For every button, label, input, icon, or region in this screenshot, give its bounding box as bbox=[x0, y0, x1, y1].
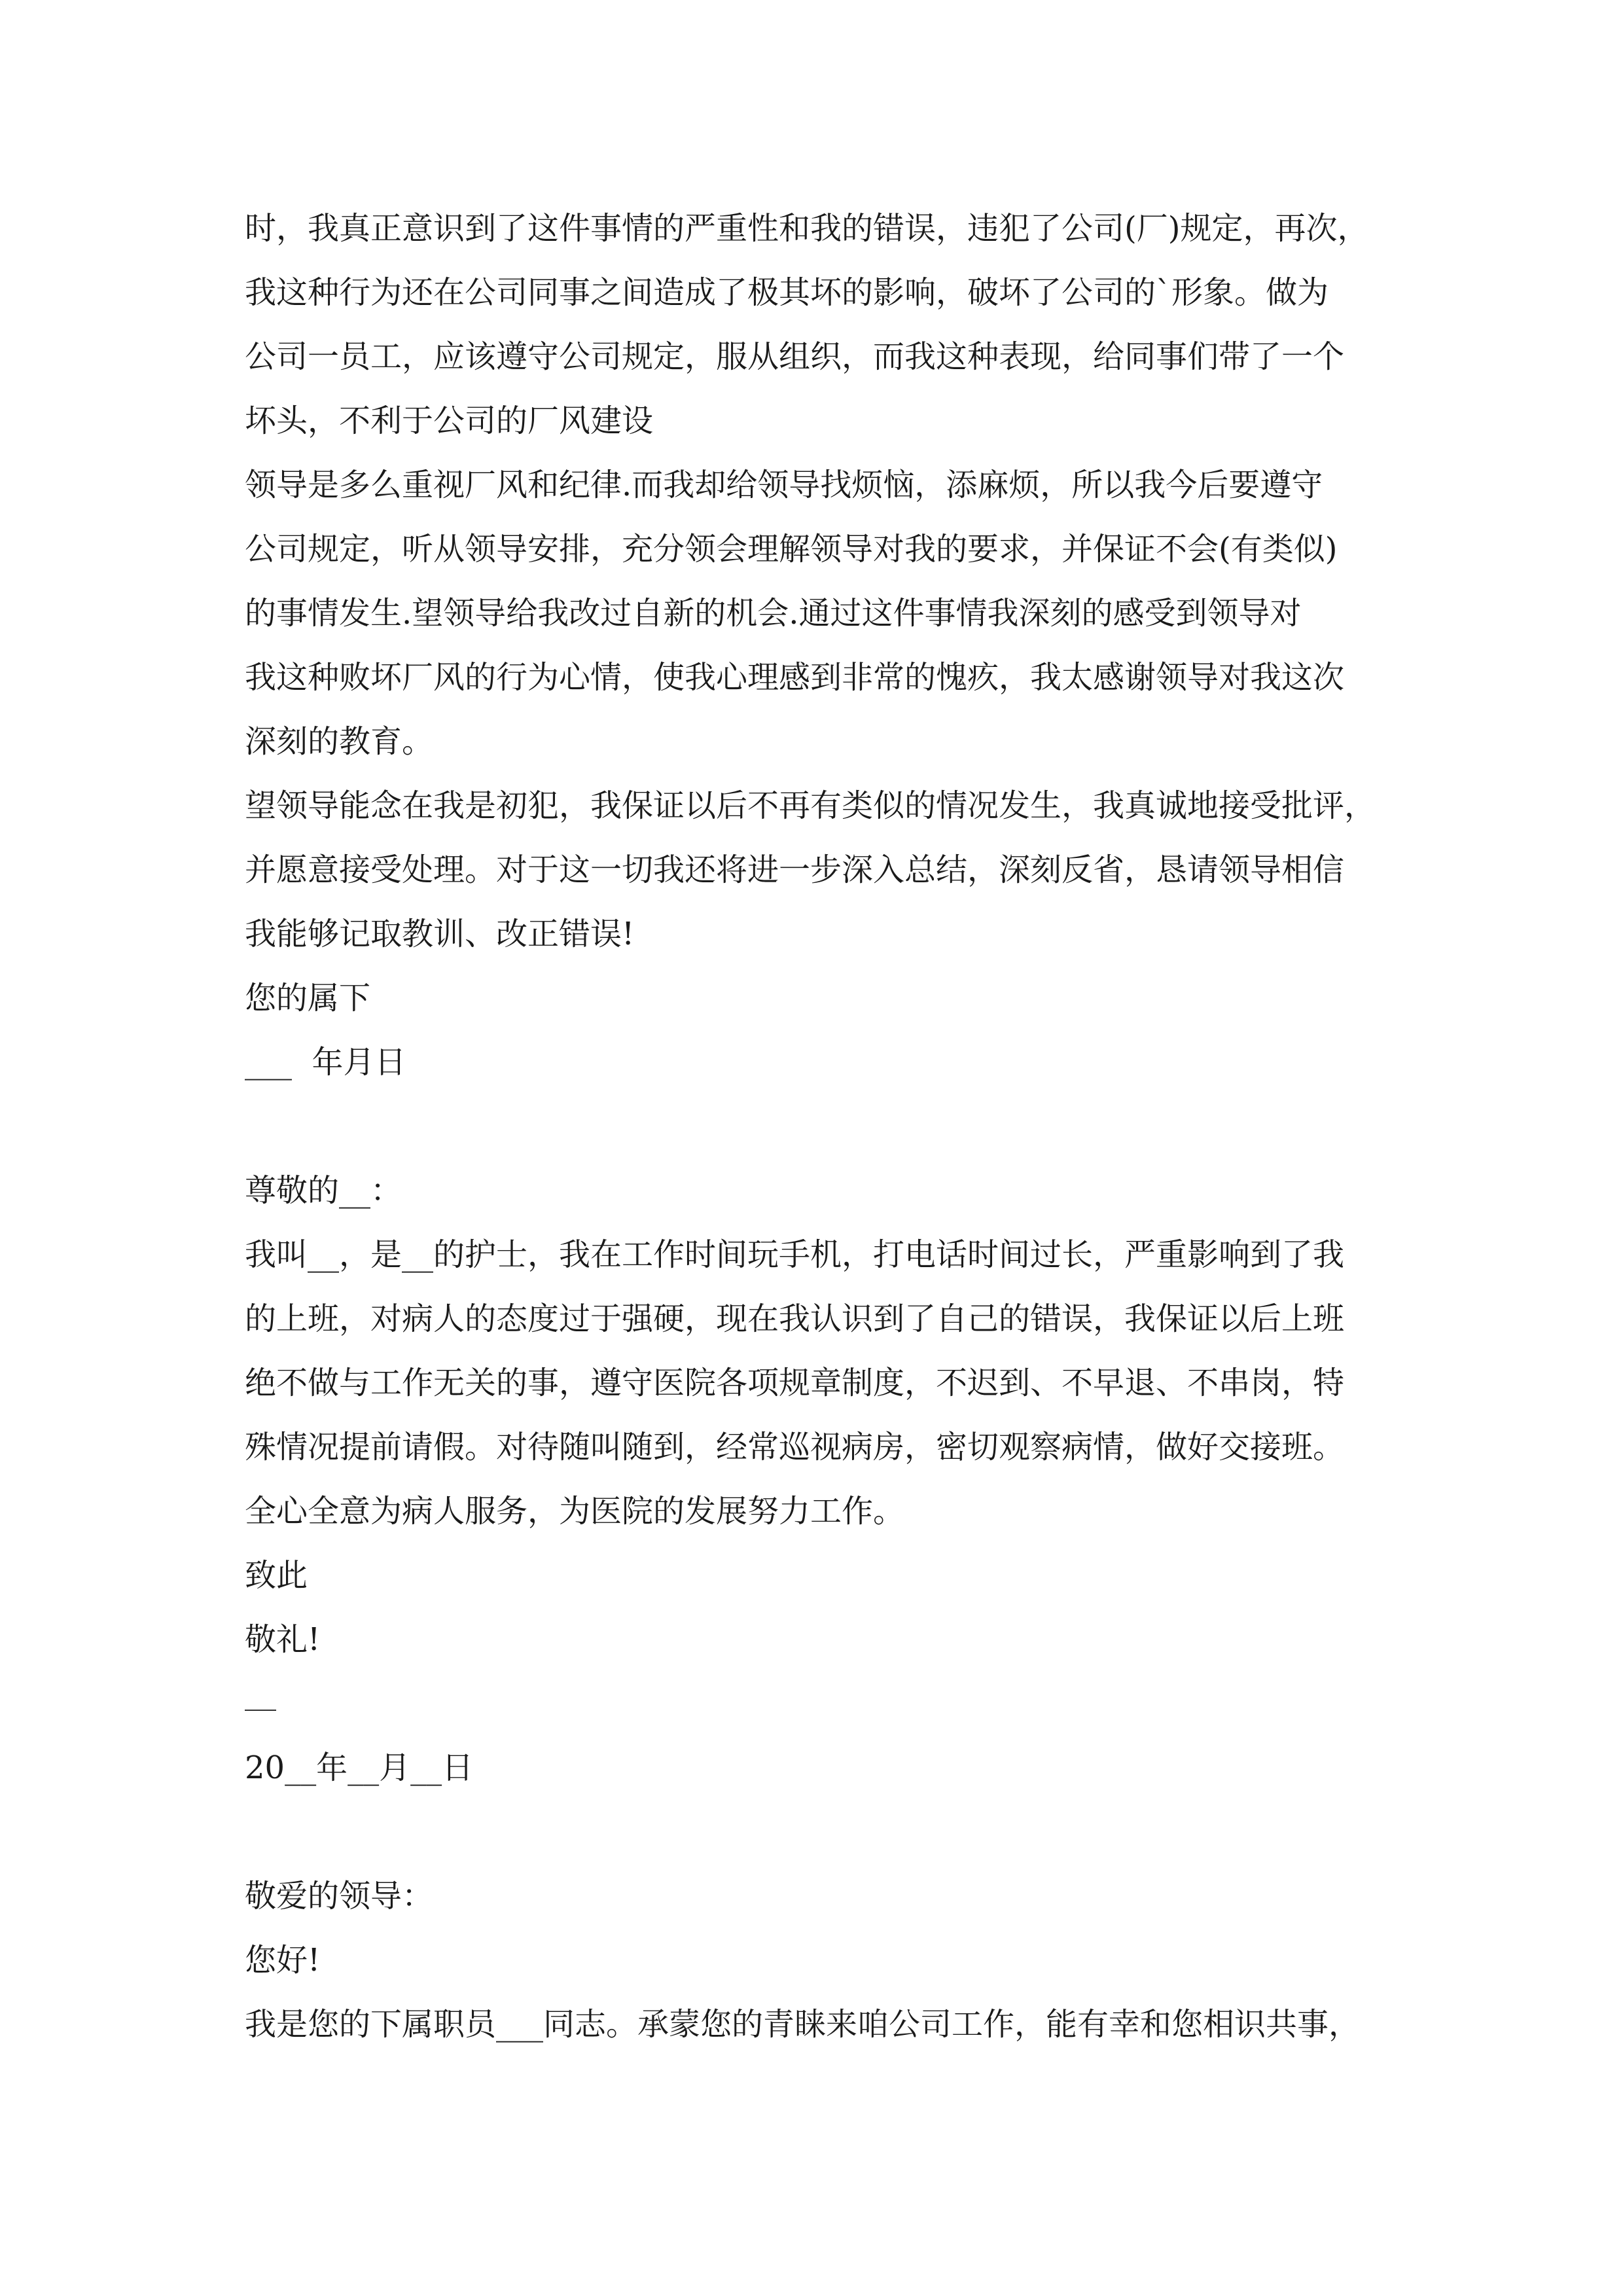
paragraph-line: 坏头，不利于公司的厂风建设 bbox=[245, 403, 654, 439]
spacer bbox=[245, 1094, 1416, 1158]
paragraph-line: 并愿意接受处理。对于这一切我还将进一步深入总结，深刻反省，恳请领导相信 bbox=[245, 852, 1345, 888]
paragraph-line: 公司规定，听从领导安排，充分领会理解领导对我的要求，并保证不会(有类似) bbox=[245, 531, 1338, 567]
paragraph-line: 公司一员工，应该遵守公司规定，服从组织，而我这种表现，给同事们带了一个 bbox=[245, 338, 1345, 375]
paragraph-line: 我是您的下属职员___同志。承蒙您的青睐来咱公司工作，能有幸和您相识共事， bbox=[245, 2006, 1361, 2043]
paragraph-line: 望领导能念在我是初犯，我保证以后不再有类似的情况发生，我真诚地接受批评， bbox=[245, 787, 1376, 824]
paragraph-line: 深刻的教育。 bbox=[245, 723, 434, 760]
paragraph-line: 我这种行为还在公司同事之间造成了极其坏的影响，破坏了公司的`形象。做为 bbox=[245, 274, 1329, 311]
paragraph-line: 我这种败坏厂风的行为心情，使我心理感到非常的愧疚，我太感谢领导对我这次 bbox=[245, 659, 1345, 696]
paragraph-line: 殊情况提前请假。对待随叫随到，经常巡视病房，密切观察病情，做好交接班。 bbox=[245, 1429, 1345, 1465]
paragraph-line: 我叫__，是__的护士，我在工作时间玩手机，打电话时间过长，严重影响到了我 bbox=[245, 1236, 1345, 1273]
letter-1 bbox=[245, 196, 1416, 1094]
paragraph-line: 的上班，对病人的态度过于强硬，现在我认识到了自己的错误，我保证以后上班 bbox=[245, 1300, 1345, 1337]
date-line: 20__年__月__日 bbox=[245, 1749, 474, 1786]
date-line: ___ 年月日 bbox=[245, 1044, 406, 1081]
paragraph-line: 领导是多么重视厂风和纪律.而我却给领导找烦恼，添麻烦，所以我今后要遵守 bbox=[245, 467, 1323, 503]
greeting: 您好! bbox=[245, 1942, 321, 1979]
paragraph-line: 绝不做与工作无关的事，遵守医院各项规章制度，不迟到、不早退、不串岗，特 bbox=[245, 1365, 1345, 1401]
signature-blank bbox=[245, 1672, 1416, 1736]
closing-line: 敬礼! bbox=[245, 1621, 321, 1658]
paragraph-line: 的事情发生.望领导给我改过自新的机会.通过这件事情我深刻的感受到领导对 bbox=[245, 595, 1302, 632]
sign-off: 您的属下 bbox=[245, 980, 371, 1016]
salutation: 敬爱的领导： bbox=[245, 1878, 434, 1914]
signature-rule bbox=[245, 1710, 276, 1711]
closing-line: 致此 bbox=[245, 1557, 308, 1594]
document-body bbox=[245, 196, 1416, 2056]
letter-3 bbox=[245, 1864, 1416, 2056]
spacer bbox=[245, 1800, 1416, 1864]
letter-2 bbox=[245, 1158, 1416, 1800]
salutation: 尊敬的__： bbox=[245, 1172, 402, 1209]
paragraph-line: 全心全意为病人服务，为医院的发展努力工作。 bbox=[245, 1493, 905, 1530]
paragraph-line: 我能够记取教训、改正错误! bbox=[245, 916, 635, 952]
paragraph-line: 时，我真正意识到了这件事情的严重性和我的错误，违犯了公司(厂)规定，再次， bbox=[245, 210, 1369, 247]
